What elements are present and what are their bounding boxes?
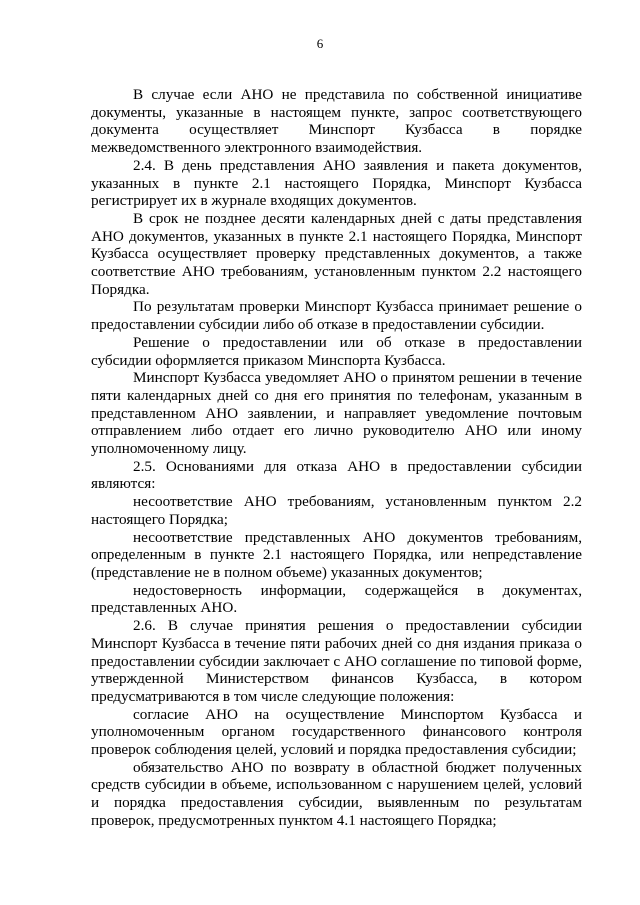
paragraph-decision: По результатам проверки Минспорт Кузбасса принимает решение о предоставлении субсидии либо об отказе в предоставлении субсидии. <box>91 298 582 334</box>
paragraph-notification: Минспорт Кузбасса уведомляет АНО о принятом решении в течение пяти календарных дней со дня его принятия по телефонам, указанным в представленном АНО заявлении, и направляет уведомление почтовым отправлением либо отдает его лично руководителю АНО или иному уполномоченному лицу. <box>91 369 582 458</box>
list-item-refusal-3: недостоверность информации, содержащейся в документах, представленных АНО. <box>91 581 582 617</box>
paragraph-review-term: В срок не позднее десяти календарных дней с даты представления АНО документов, указанных в пункте 2.1 настоящего Порядка, Минспорт Кузбасса осуществляет проверку представленных документов, а также соответствие АНО требованиям, установленным пунктом 2.2 настоящего Порядка. <box>91 209 582 298</box>
paragraph-2-4: 2.4. В день представления АНО заявления и пакета документов, указанных в пункте 2.1 настоящего Порядка, Минспорт Кузбасса регистрирует их в журнале входящих документов. <box>91 156 582 210</box>
paragraph-decision-order: Решение о предоставлении или об отказе в предоставлении субсидии оформляется приказом Минспорта Кузбасса. <box>91 333 582 369</box>
list-item-agreement-2: обязательство АНО по возврату в областной бюджет полученных средств субсидии в объеме, использованном с нарушением целей, условий и порядка предоставления субсидии, выявленным по результатам проверок, предусмотренных пунктом 4.1 настоящего Порядка; <box>91 758 582 829</box>
page-number: 6 <box>316 36 324 51</box>
paragraph-2-5: 2.5. Основаниями для отказа АНО в предоставлении субсидии являются: <box>91 457 582 493</box>
list-item-refusal-1: несоответствие АНО требованиям, установленным пунктом 2.2 настоящего Порядка; <box>91 493 582 528</box>
list-item-agreement-1: согласие АНО на осуществление Минспортом Кузбасса и уполномоченным органом государственного финансового контроля проверок соблюдения целей, условий и порядка предоставления субсидии; <box>91 705 582 759</box>
paragraph-2-6: 2.6. В случае принятия решения о предоставлении субсидии Минспорт Кузбасса в течение пяти рабочих дней со дня издания приказа о предоставлении субсидии заключает с АНО соглашение по типовой форме, утвержденной Министерством финансов Кузбасса, в котором предусматриваются в том числе следующие положения: <box>91 617 582 705</box>
list-item-refusal-2: несоответствие представленных АНО документов требованиям, определенным в пункте 2.1 настоящего Порядка, или непредставление (представление не в полном объеме) указанных документов; <box>91 528 582 581</box>
document-body <box>91 86 582 830</box>
paragraph-request-documents: В случае если АНО не представила по собственной инициативе документы, указанные в настоящем пункте, запрос соответствующего документа осуществляет Минспорт Кузбасса в порядке межведомственного электронного взаимодействия. <box>91 86 582 157</box>
